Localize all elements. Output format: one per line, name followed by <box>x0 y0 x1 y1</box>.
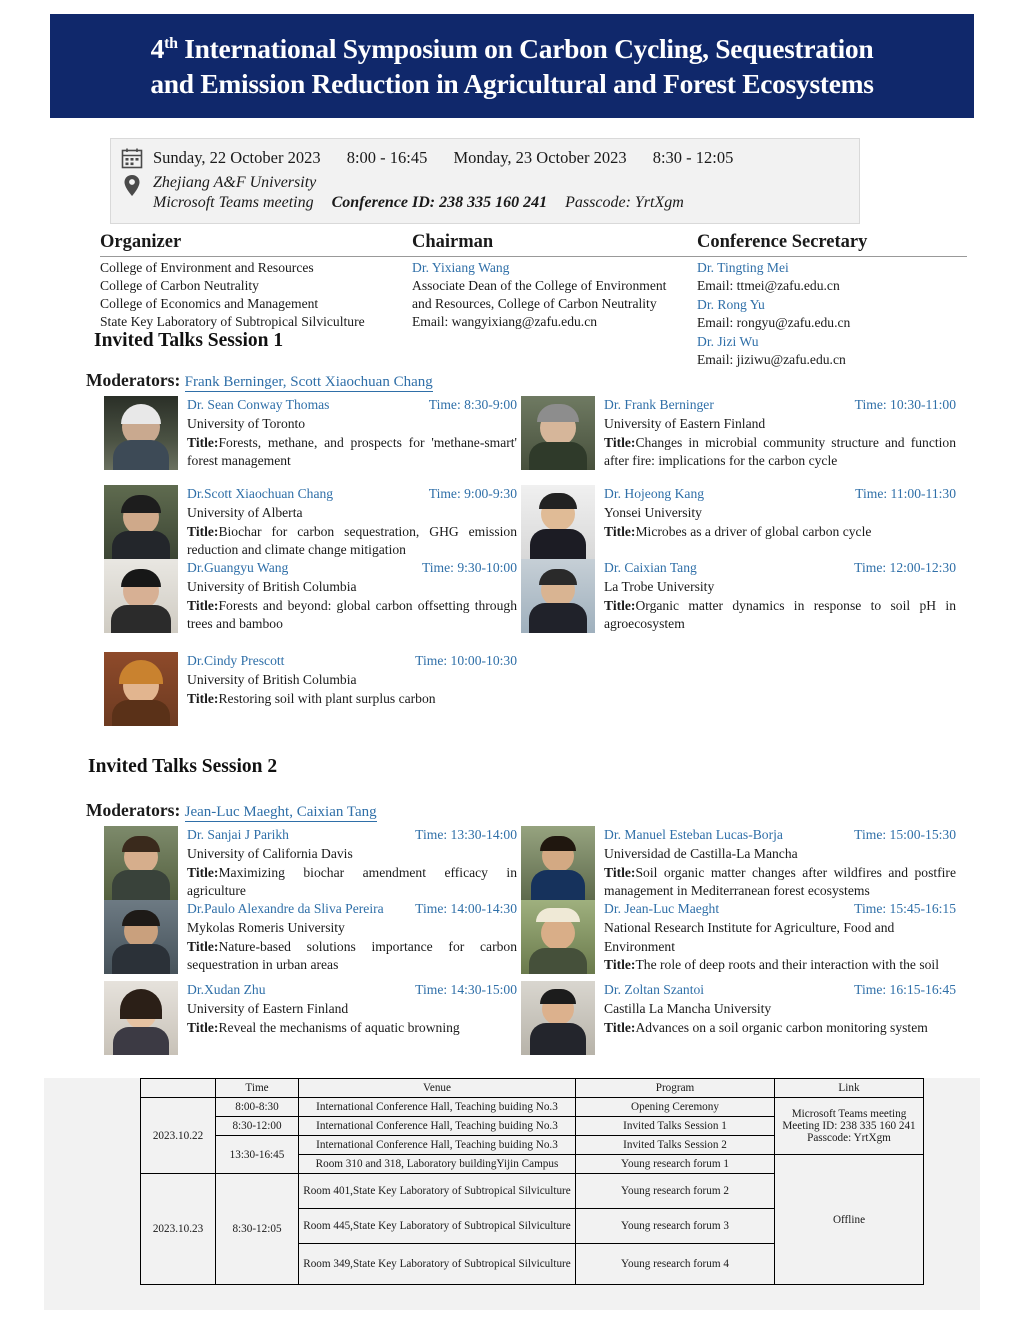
organizer-item: College of Environment and Resources <box>100 260 314 276</box>
talk-title <box>604 864 956 902</box>
talk-title <box>187 864 517 902</box>
talk-title <box>604 523 956 542</box>
speaker-name: Dr. Sanjai J Parikh <box>187 827 289 842</box>
conference-id: Conference ID: 238 335 160 241 <box>331 194 548 211</box>
speaker-affiliation: University of British Columbia <box>187 671 357 687</box>
talk-title <box>604 956 956 975</box>
info-dates-row <box>121 147 849 169</box>
talk-time: Time: 12:00-12:30 <box>854 560 956 575</box>
talk-header <box>604 900 956 919</box>
banner-ordinal-suffix: th <box>164 34 178 52</box>
schedule-date-2: 2023.10.23 <box>141 1174 216 1285</box>
title-text: Forests and beyond: global carbon offsetting through trees and bamboo <box>187 597 517 632</box>
row-venue: Room 401,State Key Laboratory of Subtropical Silviculture <box>299 1174 576 1209</box>
talk-card <box>104 826 517 901</box>
talk-header <box>604 981 956 1000</box>
talk-header <box>187 900 517 919</box>
talk-card <box>104 981 517 1055</box>
header-program: Program <box>576 1079 775 1098</box>
header-link: Link <box>775 1079 924 1098</box>
speaker-photo <box>521 981 595 1055</box>
title-text: Microbes as a driver of global carbon cycle <box>635 523 872 539</box>
row-venue: International Conference Hall, Teaching buiding No.3 <box>299 1098 576 1117</box>
moderators-label: Moderators: <box>86 370 181 390</box>
talk-card <box>104 559 517 634</box>
speaker-name: Dr.Guangyu Wang <box>187 560 289 575</box>
speaker-photo <box>521 900 595 974</box>
speaker-name: Dr. Manuel Esteban Lucas-Borja <box>604 827 783 842</box>
talk-time: Time: 15:00-15:30 <box>854 827 956 842</box>
talk-card <box>521 981 956 1055</box>
schedule-date-1: 2023.10.22 <box>141 1098 216 1174</box>
title-label: Title: <box>604 957 636 973</box>
talk-info <box>187 652 517 726</box>
meeting-details <box>153 193 684 213</box>
talk-card <box>104 485 517 560</box>
date-day-2: Monday, 23 October 2023 <box>453 148 627 167</box>
row-program: Opening Ceremony <box>576 1098 775 1117</box>
title-label: Title: <box>187 864 219 880</box>
speaker-name: Dr. Caixian Tang <box>604 560 697 575</box>
speaker-photo <box>521 485 595 559</box>
date-day-1: Sunday, 22 October 2023 <box>153 148 321 167</box>
talk-info <box>187 900 517 975</box>
link-online <box>775 1098 924 1155</box>
speaker-name: Dr.Cindy Prescott <box>187 653 285 668</box>
speaker-affiliation: University of Toronto <box>187 415 306 431</box>
talk-title <box>187 690 517 709</box>
title-label: Title: <box>187 523 219 539</box>
title-label: Title: <box>604 1019 636 1035</box>
talk-header <box>604 826 956 845</box>
talk-time: Time: 13:30-14:00 <box>415 827 517 842</box>
session-2-heading: Invited Talks Session 2 <box>88 756 278 777</box>
speaker-photo <box>104 826 178 900</box>
row-program: Invited Talks Session 1 <box>576 1117 775 1136</box>
title-text: Changes in microbial community structure and function after fire: implications for the carbon cycle <box>604 434 956 469</box>
talk-card <box>521 396 956 471</box>
location-pin-icon <box>121 173 143 195</box>
chairman-role-line-2: and Resources, College of Carbon Neutrality <box>412 296 657 312</box>
talk-card <box>104 900 517 975</box>
speaker-affiliation: Mykolas Romeris University <box>187 919 345 935</box>
talk-title <box>187 597 517 635</box>
row-time: 8:30-12:00 <box>216 1117 299 1136</box>
table-header-row <box>141 1079 924 1098</box>
talk-header <box>187 396 517 415</box>
table-row <box>141 1098 924 1117</box>
speaker-photo <box>521 396 595 470</box>
secretary-email[interactable]: Email: jiziwu@zafu.edu.cn <box>697 352 846 368</box>
title-label: Title: <box>187 938 219 954</box>
meeting-platform: Microsoft Teams meeting <box>153 194 314 211</box>
row-venue: Room 445,State Key Laboratory of Subtropical Silviculture <box>299 1209 576 1244</box>
link-online-line-2: Meeting ID: 238 335 160 241 <box>782 1120 916 1132</box>
banner-title-line-2: and Emission Reduction in Agricultural and Forest Ecosystems <box>150 68 874 99</box>
speaker-affiliation: National Research Institute for Agriculture, Food and Environment <box>604 919 895 954</box>
talk-info <box>604 981 956 1055</box>
speaker-name: Dr. Hojeong Kang <box>604 486 705 501</box>
speaker-photo <box>521 826 595 900</box>
speaker-affiliation: Castilla La Mancha University <box>604 1000 772 1016</box>
talk-title <box>604 1019 956 1038</box>
talk-title <box>187 434 517 472</box>
speaker-photo <box>104 652 178 726</box>
title-text: Organic matter dynamics in response to soil pH in agroecosystem <box>604 597 956 632</box>
talk-info <box>187 396 517 471</box>
talk-time: Time: 10:00-10:30 <box>415 653 517 668</box>
speaker-name: Dr.Xudan Zhu <box>187 982 266 997</box>
speaker-affiliation: Universidad de Castilla-La Mancha <box>604 845 798 861</box>
talk-title <box>187 523 517 561</box>
talk-time: Time: 10:30-11:00 <box>854 397 956 412</box>
talk-card <box>521 900 956 975</box>
speaker-name: Dr. Jean-Luc Maeght <box>604 901 720 916</box>
speaker-name: Dr. Sean Conway Thomas <box>187 397 330 412</box>
talk-header <box>604 485 956 504</box>
secretary-email[interactable]: Email: rongyu@zafu.edu.cn <box>697 315 851 331</box>
talk-time: Time: 16:15-16:45 <box>854 982 956 997</box>
row-time: 13:30-16:45 <box>216 1136 299 1174</box>
speaker-name: Dr. Frank Berninger <box>604 397 714 412</box>
talk-info <box>604 826 956 901</box>
talk-header <box>187 981 517 1000</box>
poster-banner <box>50 14 974 118</box>
title-label: Title: <box>187 690 219 706</box>
secretary-name: Dr. Jizi Wu <box>697 334 759 350</box>
secretary-name: Dr. Rong Yu <box>697 297 765 313</box>
title-label: Title: <box>187 434 219 450</box>
talk-card <box>521 485 956 559</box>
passcode: Passcode: YrtXgm <box>565 194 684 211</box>
header-blank <box>141 1079 216 1098</box>
schedule-section <box>44 1078 980 1310</box>
talk-time: Time: 9:00-9:30 <box>428 486 517 501</box>
talk-time: Time: 11:00-11:30 <box>855 486 956 501</box>
row-program: Young research forum 3 <box>576 1209 775 1244</box>
title-label: Title: <box>604 597 636 613</box>
title-label: Title: <box>604 434 636 450</box>
speaker-name: Dr.Scott Xiaochuan Chang <box>187 486 334 501</box>
title-label: Title: <box>187 1019 219 1035</box>
conference-dates <box>153 148 755 168</box>
secretary-email[interactable]: Email: ttmei@zafu.edu.cn <box>697 278 840 294</box>
row-time: 8:00-8:30 <box>216 1098 299 1117</box>
talk-time: Time: 14:30-15:00 <box>415 982 517 997</box>
speaker-photo <box>521 559 595 633</box>
chairman-role-line-1: Associate Dean of the College of Environment <box>412 278 667 294</box>
talk-title <box>187 938 517 976</box>
talk-card <box>521 559 956 634</box>
title-text: Forests, methane, and prospects for 'methane-smart' forest management <box>187 434 517 469</box>
talk-info <box>187 485 517 560</box>
talk-info <box>187 559 517 634</box>
title-text: Reveal the mechanisms of aquatic browning <box>218 1019 460 1035</box>
title-text: Soil organic matter changes after wildfires and postfire management in Mediterranean forest ecosystems <box>604 864 956 899</box>
talk-info <box>604 485 956 559</box>
secretary-column <box>697 230 967 369</box>
time-day-1: 8:00 - 16:45 <box>346 148 428 167</box>
row-program: Young research forum 2 <box>576 1174 775 1209</box>
conference-info-band <box>110 138 860 224</box>
session-1-heading: Invited Talks Session 1 <box>94 330 284 351</box>
title-text: Maximizing biochar amendment efficacy in agriculture <box>187 864 517 899</box>
time-day-2: 8:30 - 12:05 <box>652 148 734 167</box>
speaker-name: Dr. Zoltan Szantoi <box>604 982 705 997</box>
row-program: Young research forum 1 <box>576 1155 775 1174</box>
talk-header <box>187 652 517 671</box>
talk-info <box>187 981 517 1055</box>
talk-time: Time: 15:45-16:15 <box>854 901 956 916</box>
speaker-name: Dr.Paulo Alexandre da Sliva Pereira <box>187 901 384 916</box>
moderators-names: Frank Berninger, Scott Xiaochuan Chang <box>184 374 433 390</box>
title-label: Title: <box>604 523 636 539</box>
calendar-icon <box>121 147 143 169</box>
session-1-moderators <box>86 370 433 391</box>
talk-header <box>604 559 956 578</box>
title-text: The role of deep roots and their interaction with the soil <box>635 957 939 973</box>
row-venue: Room 349,State Key Laboratory of Subtropical Silviculture <box>299 1244 576 1285</box>
row-program: Young research forum 4 <box>576 1244 775 1285</box>
talk-time: Time: 14:00-14:30 <box>415 901 517 916</box>
row-venue: Room 310 and 318, Laboratory buildingYijin Campus <box>299 1155 576 1174</box>
info-venue-row <box>121 173 849 213</box>
link-online-line-3: Passcode: YrtXgm <box>807 1132 891 1144</box>
title-label: Title: <box>187 597 219 613</box>
talk-card <box>521 826 956 901</box>
talk-info <box>604 559 956 634</box>
organizer-heading: Organizer <box>100 230 412 257</box>
chairman-column <box>412 230 697 369</box>
speaker-affiliation: University of Eastern Finland <box>187 1000 349 1016</box>
speaker-affiliation: University of Alberta <box>187 504 303 520</box>
title-text: Advances on a soil organic carbon monitoring system <box>635 1019 928 1035</box>
talk-card <box>104 652 517 726</box>
title-text: Restoring soil with plant surplus carbon <box>218 690 436 706</box>
venue-block <box>153 173 684 213</box>
link-online-line-1: Microsoft Teams meeting <box>791 1108 907 1120</box>
talk-info <box>604 900 956 975</box>
moderators-names: Jean-Luc Maeght, Caixian Tang <box>184 804 377 820</box>
link-offline: Offline <box>775 1155 924 1285</box>
header-venue: Venue <box>299 1079 576 1098</box>
moderators-label: Moderators: <box>86 800 181 820</box>
header-time: Time <box>216 1079 299 1098</box>
row-venue: International Conference Hall, Teaching buiding No.3 <box>299 1117 576 1136</box>
banner-title-rest: International Symposium on Carbon Cycling, Sequestration <box>184 32 874 64</box>
title-text: Biochar for carbon sequestration, GHG emission reduction and climate change mitigation <box>187 523 517 558</box>
speaker-photo <box>104 900 178 974</box>
speaker-affiliation: University of Eastern Finland <box>604 415 766 431</box>
speaker-affiliation: University of British Columbia <box>187 578 357 594</box>
speaker-photo <box>104 485 178 559</box>
chairman-heading: Chairman <box>412 230 697 257</box>
speaker-photo <box>104 396 178 470</box>
speaker-affiliation: University of California Davis <box>187 845 353 861</box>
talk-title <box>187 1019 517 1038</box>
secretary-heading: Conference Secretary <box>697 230 967 257</box>
session-2-moderators <box>86 800 377 821</box>
talk-header <box>187 485 517 504</box>
talk-info <box>604 396 956 471</box>
chairman-email[interactable]: Email: wangyixiang@zafu.edu.cn <box>412 314 598 330</box>
schedule-table <box>140 1078 924 1285</box>
talk-title <box>604 434 956 472</box>
row-time: 8:30-12:05 <box>216 1174 299 1285</box>
venue-name: Zhejiang A&F University <box>153 174 317 191</box>
speaker-photo <box>104 981 178 1055</box>
talk-time: Time: 8:30-9:00 <box>428 397 517 412</box>
chairman-name: Dr. Yixiang Wang <box>412 260 510 276</box>
speaker-photo <box>104 559 178 633</box>
row-venue: International Conference Hall, Teaching buiding No.3 <box>299 1136 576 1155</box>
organizer-item: College of Economics and Management <box>100 296 319 312</box>
title-label: Title: <box>604 864 636 880</box>
talk-header <box>604 396 956 415</box>
secretary-name: Dr. Tingting Mei <box>697 260 789 276</box>
speaker-affiliation: Yonsei University <box>604 504 702 520</box>
banner-ordinal: 4 <box>150 32 165 64</box>
talk-header <box>187 559 517 578</box>
banner-title-line-1 <box>151 31 874 66</box>
speaker-affiliation: La Trobe University <box>604 578 715 594</box>
talk-card <box>104 396 517 471</box>
organizer-item: College of Carbon Neutrality <box>100 278 259 294</box>
organizer-item: State Key Laboratory of Subtropical Silviculture <box>100 314 365 330</box>
row-program: Invited Talks Session 2 <box>576 1136 775 1155</box>
talk-info <box>187 826 517 901</box>
talk-header <box>187 826 517 845</box>
talk-time: Time: 9:30-10:00 <box>421 560 517 575</box>
talk-title <box>604 597 956 635</box>
title-text: Nature-based solutions importance for carbon sequestration in urban areas <box>187 938 517 973</box>
